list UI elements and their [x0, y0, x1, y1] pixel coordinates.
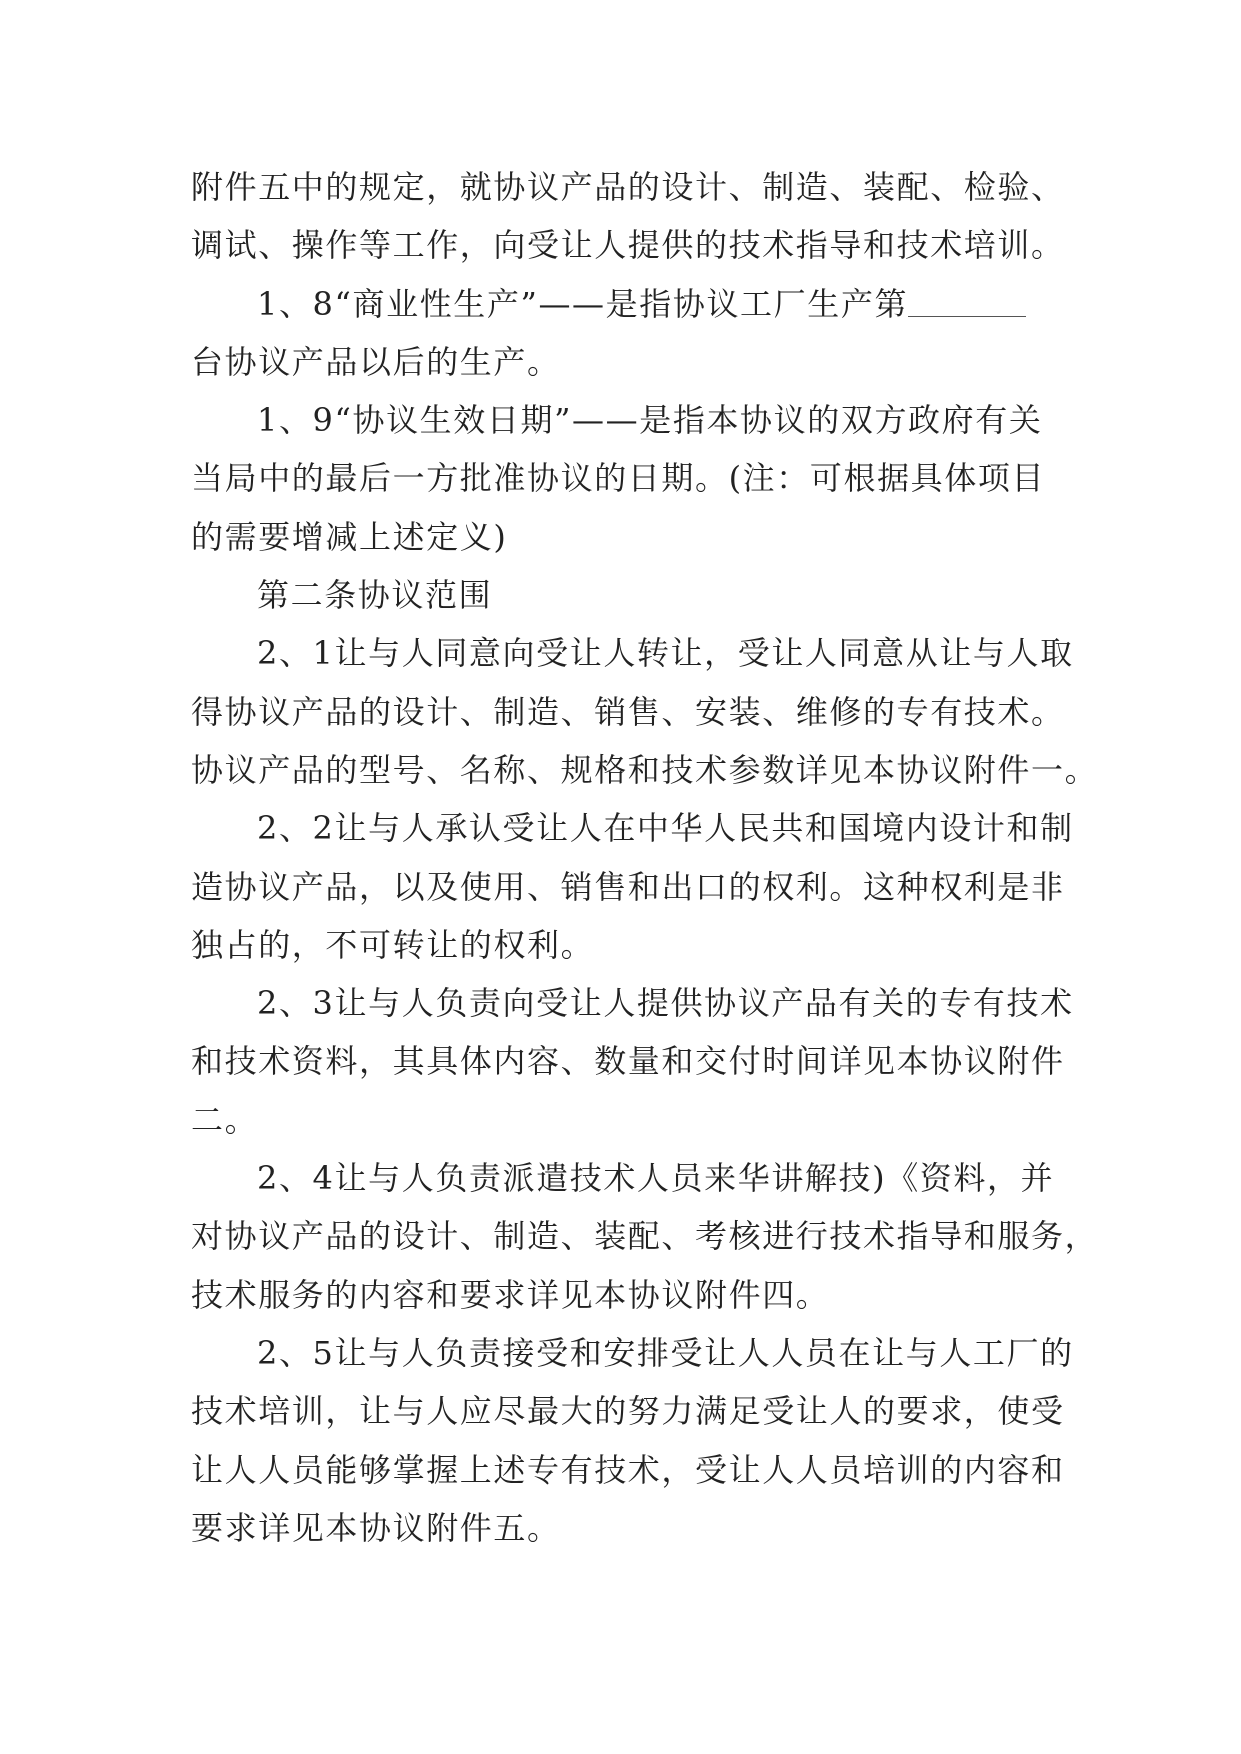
- clause-2-1: 2、1让与人同意向受让人转让，受让人同意从让与人取: [257, 634, 1074, 673]
- text-line: 调试、操作等工作，向受让人提供的技术指导和技术培训。: [191, 226, 1065, 265]
- text-line: 独占的，不可转让的权利。: [191, 925, 595, 964]
- clause-2-3: 2、3让与人负责向受让人提供协议产品有关的专有技术: [257, 984, 1074, 1023]
- clause-1-8: [191, 275, 1071, 333]
- text-line: 和技术资料，其具体内容、数量和交付时间详见本协议附件: [191, 1042, 1065, 1081]
- text-line: 1、8“商业性生产”——是指协议工厂生产第: [257, 284, 909, 323]
- clause-1-9: 1、9“协议生效日期”——是指本协议的双方政府有关: [257, 401, 1043, 440]
- text-line: 让人人员能够掌握上述专有技术，受让人人员培训的内容和: [191, 1450, 1065, 1489]
- text-line: 技术培训，让与人应尽最大的努力满足受让人的要求，使受: [191, 1392, 1065, 1431]
- text-line: 的需要增减上述定义): [191, 517, 508, 556]
- fill-in-blank: [908, 284, 1026, 317]
- text-line: 台协议产品以后的生产。: [191, 342, 561, 381]
- text-line: 造协议产品，以及使用、销售和出口的权利。这种权利是非: [191, 867, 1065, 906]
- clause-2-4: 2、4让与人负责派遣技术人员来华讲解技)《资料，并: [257, 1159, 1055, 1198]
- clause-2-2: 2、2让与人承认受让人在中华人民共和国境内设计和制: [257, 809, 1074, 848]
- text-line: 当局中的最后一方批准协议的日期。(注：可根据具体项目: [191, 459, 1046, 498]
- text-line: 对协议产品的设计、制造、装配、考核进行技术指导和服务，: [191, 1217, 1099, 1256]
- text-line: 附件五中的规定，就协议产品的设计、制造、装配、检验、: [191, 168, 1065, 206]
- text-line: 协议产品的型号、名称、规格和技术参数详见本协议附件一。: [191, 750, 1099, 789]
- section-heading: 第二条协议范围: [257, 576, 493, 615]
- document-page: [191, 158, 1099, 1557]
- text-line: 得协议产品的设计、制造、销售、安装、维修的专有技术。: [191, 692, 1065, 731]
- clause-2-5: 2、5让与人负责接受和安排受让人人员在让与人工厂的: [257, 1333, 1074, 1372]
- text-line: 二。: [191, 1100, 259, 1139]
- text-line: 要求详见本协议附件五。: [191, 1508, 561, 1547]
- text-line: 技术服务的内容和要求详见本协议附件四。: [191, 1275, 830, 1314]
